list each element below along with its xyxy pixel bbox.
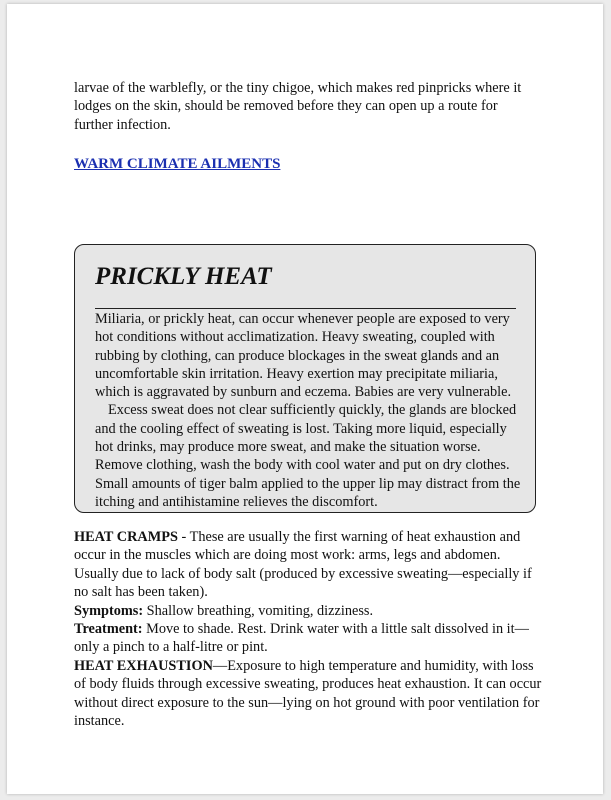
heat-exhaustion-paragraph xyxy=(74,657,544,731)
heat-cramps-paragraph xyxy=(74,528,544,602)
symptoms-label: Symptoms: xyxy=(74,602,144,619)
box-paragraph-1: Miliaria, or prickly heat, can occur whenever people are exposed to very hot conditions without acclimatization. Heavy sweating, coupled with rubbing by clothing, can produce blockages in the sweat glands and an uncomfortable skin irritation. Heavy exertion may precipitate miliaria, which is aggravated by sunburn and eczema. Babies are very vulnerable. xyxy=(95,311,512,401)
document-page xyxy=(7,4,603,794)
section-link-warm-climate-ailments[interactable]: WARM CLIMATE AILMENTS xyxy=(74,156,281,172)
symptoms-paragraph xyxy=(74,602,544,620)
box-paragraph-2: Excess sweat does not clear sufficiently quickly, the glands are blocked and the cooling effect of sweating is lost. Taking more liquid, especially hot drinks, may produce more sweat, and make the situation worse. Remove clothing, wash the body with cool water and put on dry clothes. Small amounts of tiger balm applied to the upper lip may distract from the itching and antihistamine relieves the discomfort. xyxy=(95,402,521,510)
treatment-paragraph xyxy=(74,620,544,657)
heat-exhaustion-heading: HEAT EXHAUSTION xyxy=(74,657,213,674)
treatment-label: Treatment: xyxy=(74,621,143,638)
prickly-heat-box xyxy=(74,244,536,513)
box-body xyxy=(95,310,523,511)
box-title-rule xyxy=(95,308,516,309)
lower-content xyxy=(74,528,544,730)
heat-cramps-text: - These are usually the first warning of heat exhaustion and occur in the muscles which are doing most work: arms, legs and abdomen. Usually due to lack of body salt (produced by excessive sweating—especially if no salt has been taken). xyxy=(74,529,532,601)
box-title: PRICKLY HEAT xyxy=(95,263,272,290)
treatment-text: Move to shade. Rest. Drink water with a little salt dissolved in it—only a pinch to a half-litre or pint. xyxy=(74,621,529,656)
heat-cramps-heading: HEAT CRAMPS xyxy=(74,529,178,545)
heat-exhaustion-text: —Exposure to high temperature and humidity, with loss of body fluids through excessive sweating, produces heat exhaustion. It can occur without direct exposure to the sun—lying on hot ground with poor ventilation for instance. xyxy=(74,657,542,730)
intro-paragraph: larvae of the warblefly, or the tiny chigoe, which makes red pinpricks where it lodges on the skin, should be removed before they can open up a route for further infection. xyxy=(74,80,522,133)
symptoms-text: Shallow breathing, vomiting, dizziness. xyxy=(143,602,374,619)
